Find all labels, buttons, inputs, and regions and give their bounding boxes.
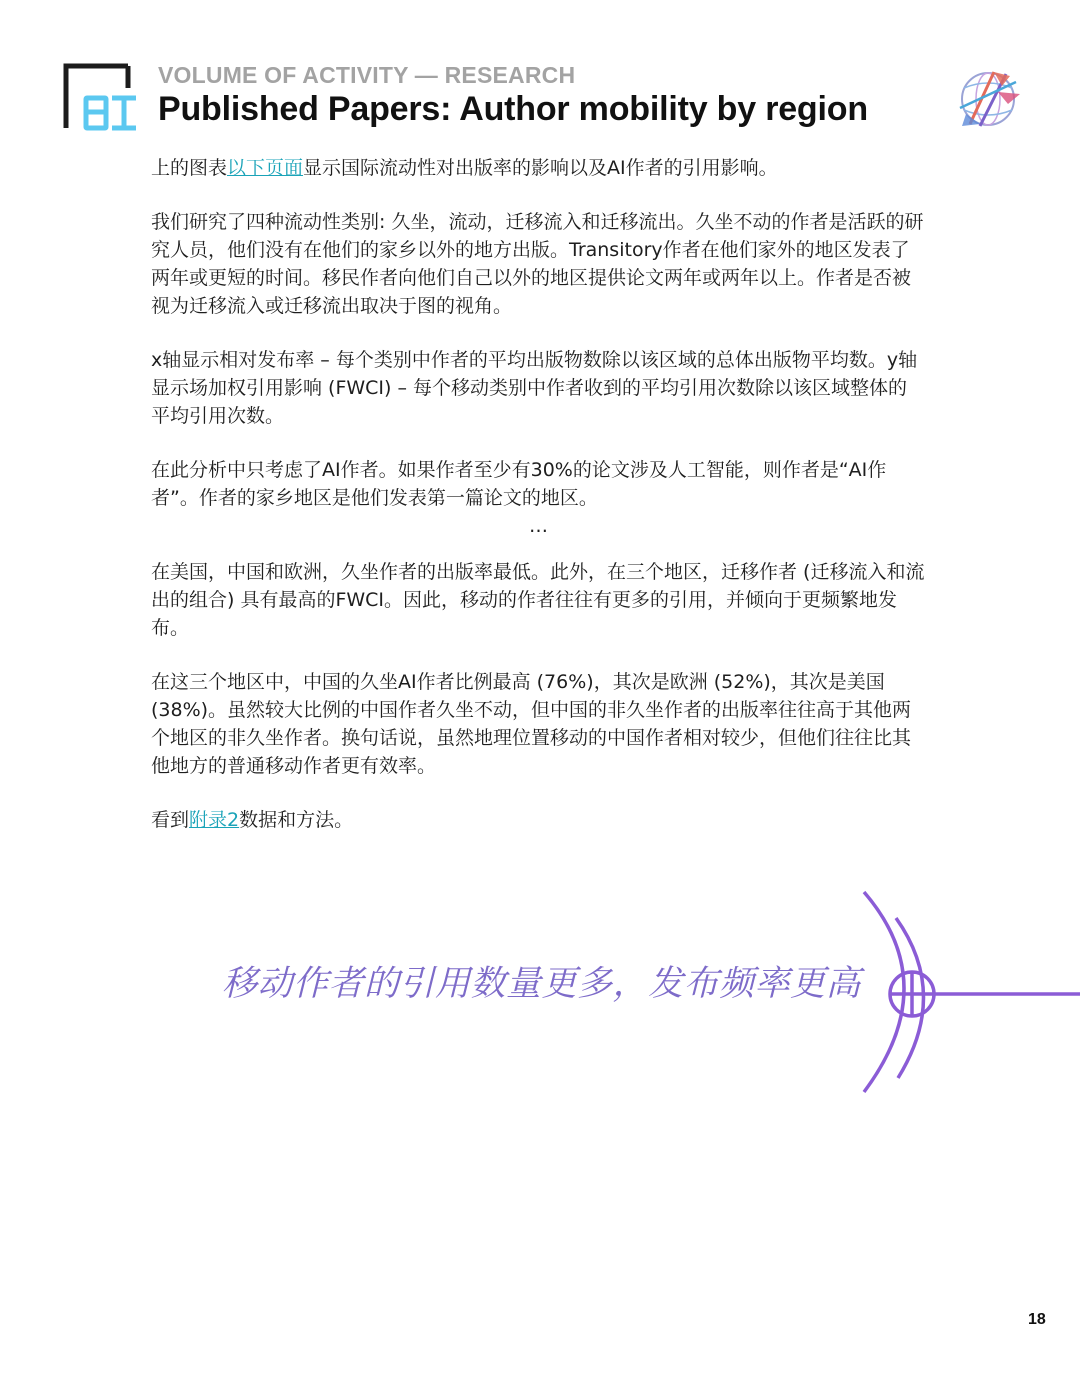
crosshair-arc-decoration-icon (850, 880, 1080, 1110)
paragraph-mobility-categories: 我们研究了四种流动性类别: 久坐，流动，迁移流入和迁移流出。久坐不动的作者是活跃的研究人员，他们没有在他们的家乡以外的地方出版。Transitory作者在他们家外的地区发表了两年或更短的时间。移民作者向他们自己以外的地区提供论文两年或两年以上。作者是否被视为迁移流入或迁移流出取决于图的视角。 (151, 211, 924, 317)
appendix-link[interactable]: 附录2 (189, 809, 240, 831)
next-page-link[interactable]: 以下页面 (227, 157, 304, 179)
globe-emblem-icon (950, 64, 1030, 134)
paragraph-china: 在这三个地区中，中国的久坐AI作者比例最高 (76%)，其次是欧洲 (52%)，其次是美国 (38%)。虽然较大比例的中国作者久坐不动，但中国的非久坐作者的出版率往往高于其他两个地区的非久坐作者。换句话说，虽然地理位置移动的中国作者相对较少，但他们往往比其他地方的普通移动作者更有效率。 (151, 671, 912, 777)
paragraph-regions: 在美国，中国和欧洲，久坐作者的出版率最低。此外，在三个地区，迁移作者 (迁移流入和流出的组合) 具有最高的FWCI。因此，移动的作者往往有更多的引用，并倾向于更频繁地发布。 (151, 561, 925, 639)
paragraph-axes: x轴显示相对发布率 – 每个类别中作者的平均出版物数除以该区域的总体出版物平均数。y轴显示场加权引用影响 (FWCI) – 每个移动类别中作者收到的平均引用次数除以该区域整体的平均引用次数。 (151, 349, 918, 427)
intro-text-after: 显示国际流动性对出版率的影响以及AI作者的引用影响。 (303, 157, 778, 179)
article-body (151, 154, 926, 860)
paragraph-ai-authors: 在此分析中只考虑了AI作者。如果作者至少有30%的论文涉及人工智能，则作者是“AI作者”。作者的家乡地区是他们发表第一篇论文的地区。 (151, 459, 887, 509)
section-kicker: VOLUME OF ACTIVITY — RESEARCH (158, 62, 576, 88)
appendix-text-before: 看到 (151, 809, 190, 831)
page-title: Published Papers: Author mobility by region (158, 90, 868, 128)
paragraph-appendix (151, 806, 926, 834)
page-number: 18 (1028, 1311, 1046, 1328)
ai-logo (62, 62, 142, 134)
paragraph-intro (151, 154, 926, 182)
appendix-text-after: 数据和方法。 (239, 809, 354, 831)
pull-quote: 移动作者的引用数量更多，发布频率更高 (222, 964, 862, 1004)
intro-text-before: 上的图表 (151, 157, 228, 179)
ellipsis: … (529, 515, 548, 537)
